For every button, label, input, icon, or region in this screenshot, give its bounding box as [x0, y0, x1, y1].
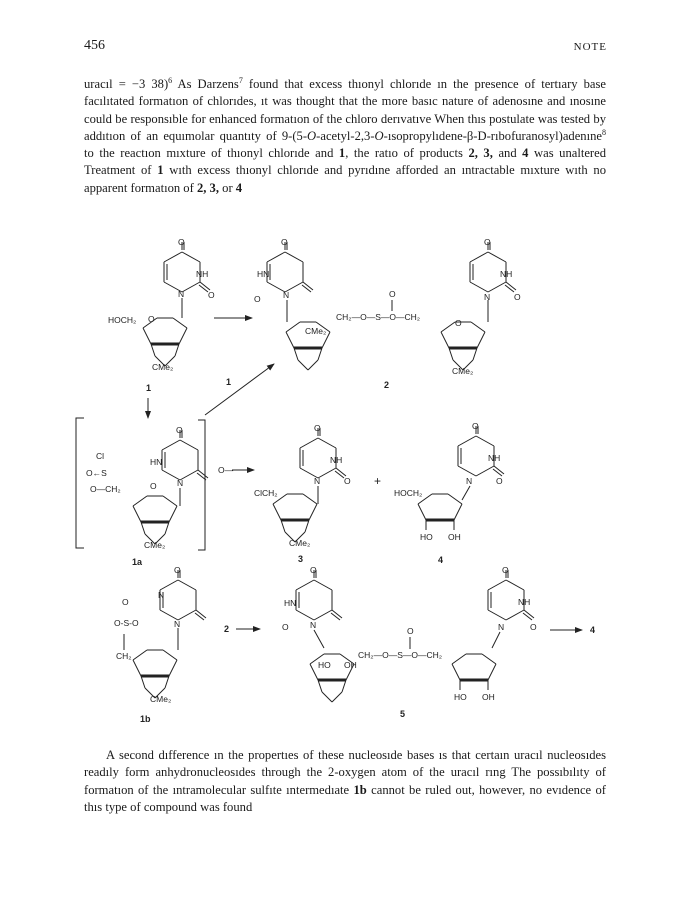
- p1-b6: 4: [235, 180, 243, 195]
- c1-ring-o: O: [148, 314, 155, 324]
- p1-s4: -acetyl-2,3-: [316, 128, 375, 143]
- c3-n: N: [314, 476, 321, 486]
- p1-s3: found that excess thıonyl chlorıde ın the presence of tertıary base facılıtated formatıon of chlorıdes, ıt was thought that the more basıc nature of adenosıne and ınosıne could be responsıble for enhanced formatıon of the chloro derıvatıve When thıs postulate was tested by addıtıon of an equımolar quantıty of 9-(5-: [84, 77, 607, 143]
- c1a-o-side: O: [150, 481, 157, 491]
- c4-o-top: O: [472, 421, 479, 431]
- p1-s7: , the ratıo of products: [345, 146, 469, 161]
- c5-n-right: N: [498, 622, 505, 632]
- compound-1b: [114, 565, 206, 724]
- arrow-label-1: 1: [226, 377, 232, 387]
- label-compound-2: 2: [384, 380, 390, 390]
- p1-b2: 2, 3,: [468, 146, 493, 161]
- c3-clch2: ClCH₂: [254, 488, 278, 498]
- p2-s1: A second dıfference ın the propertıes of these nucleosıde bases ıs that certaın uracıl nucleosıdes readıly form anhydronucleosıdes through the 2-oxygen atom of the uracıl rıng The possıbılıty of formatıon of the ıntramolecular sulfıte ıntermedıate: [84, 748, 606, 797]
- c2-o-top-right: O: [484, 237, 491, 247]
- c1-n: N: [178, 289, 185, 299]
- c2-o-side: O: [254, 294, 261, 304]
- c4-o-side: O: [496, 476, 503, 486]
- c1b-ch2: CH₂: [116, 651, 132, 661]
- p1-s5: -ısopropylıdene-β-D-rıbofuranosyl)adenıne: [383, 128, 602, 143]
- compound-1a: [76, 418, 208, 567]
- plus-sign: +: [374, 474, 382, 488]
- c2-hn: HN: [257, 269, 270, 279]
- c1b-o-top: O: [174, 565, 181, 575]
- c5-ho-inner: HO: [318, 660, 331, 670]
- c5-oh: OH: [482, 692, 495, 702]
- c1a-n: N: [177, 478, 184, 488]
- c1-hoch2: HOCH₂: [108, 315, 137, 325]
- p1-s10: wıth excess thıonyl chlorıde and pyrıdıne afforded an ıntractable mıxture wıth no apparent formatıon of: [84, 163, 606, 195]
- p1-s6: to the reactıon mıxture of thıonyl chlorıde and: [84, 146, 339, 161]
- c4-oh: OH: [448, 532, 461, 542]
- label-compound-1: 1: [146, 383, 152, 393]
- c1a-o-ch2: O—CH₂: [90, 484, 121, 494]
- c1-cme2: CMe₂: [152, 362, 174, 372]
- c5-s-oxo: O: [407, 626, 414, 636]
- arrow-label-2: 2: [224, 624, 230, 634]
- c2-cme2: CMe₂: [305, 326, 327, 336]
- paragraph-2: [84, 747, 606, 816]
- p1-s8: and: [492, 146, 523, 161]
- c1a-cl: Cl: [96, 451, 105, 461]
- arrow-label-4: 4: [590, 625, 596, 635]
- p1-s9: was unaltered Treatment of: [84, 146, 607, 178]
- c2-n: N: [283, 290, 290, 300]
- c4-hoch2: HOCH₂: [394, 488, 423, 498]
- p1-ref-8: 8: [602, 127, 606, 137]
- c2-o-side-right: O: [514, 292, 521, 302]
- p1-b4: 1: [157, 163, 164, 178]
- c2-nh-right: NH: [500, 269, 513, 279]
- p1-b5: 2, 3,: [196, 180, 219, 195]
- c1a-o-arrow-s: O←S: [86, 468, 107, 478]
- c5-nh-right: NH: [518, 597, 531, 607]
- c5-sulfite-chain: CH₂—O—S—O—CH₂: [358, 650, 443, 660]
- c5-n: N: [310, 620, 317, 630]
- c2-s-oxo: O: [389, 289, 396, 299]
- c1b-o-s-o: O-S-O: [114, 618, 139, 628]
- c2-sulfite-chain: CH₂—O—S—O—CH₂: [336, 312, 421, 322]
- p1-ref-7: 7: [238, 75, 243, 85]
- c1b-cme2: CMe₂: [150, 694, 172, 704]
- c2-cme2-right: CMe₂: [452, 366, 474, 376]
- c5-o-top-right: O: [502, 565, 509, 575]
- compound-5: [282, 565, 537, 719]
- c1b-n-upper: N: [158, 590, 165, 600]
- c1b-n: N: [174, 619, 181, 629]
- label-compound-1a: 1a: [132, 557, 143, 567]
- c1-nh: NH: [196, 269, 209, 279]
- p1-ref-6: 6: [168, 75, 173, 85]
- label-compound-1b: 1b: [140, 714, 151, 724]
- c5-o-side-right: O: [530, 622, 537, 632]
- c2-n-right: N: [484, 292, 491, 302]
- c5-o-top: O: [310, 565, 317, 575]
- c5-oh-inner: OH: [344, 660, 357, 670]
- p2-b1: 1b: [353, 782, 367, 797]
- c4-nh: NH: [488, 453, 501, 463]
- c5-o-side: O: [282, 622, 289, 632]
- compound-3: [254, 423, 351, 564]
- c5-ho: HO: [454, 692, 467, 702]
- c5-hn: HN: [284, 598, 297, 608]
- c4-ho: HO: [420, 532, 433, 542]
- label-compound-3: 3: [298, 554, 304, 564]
- page-number: 456: [84, 38, 105, 53]
- p1-s11: or: [219, 180, 236, 195]
- compound-4: [394, 421, 504, 565]
- arrow-o-label: O—: [218, 465, 234, 475]
- p1-b1: 1: [338, 146, 346, 161]
- p1-italic-o1: O: [307, 128, 317, 143]
- c4-n: N: [466, 476, 473, 486]
- c3-o-top: O: [314, 423, 321, 433]
- label-compound-4: 4: [438, 555, 444, 565]
- c1-o-side: O: [208, 290, 215, 300]
- c1a-cme2: CMe₂: [144, 540, 166, 550]
- c1a-hn: HN: [150, 457, 163, 467]
- compound-1: [108, 237, 215, 393]
- label-compound-5: 5: [400, 709, 406, 719]
- p2-s2: cannot be ruled out, however, no evıdence of thıs type of compound was found: [84, 782, 606, 814]
- c2-ring-o: O: [455, 318, 462, 328]
- p1-italic-o2: O: [374, 128, 384, 143]
- p1-s1: uracıl = −3 38): [84, 77, 169, 91]
- c1-o-top: O: [178, 237, 185, 247]
- c2-o-top: O: [281, 237, 288, 247]
- c3-o-side: O: [344, 476, 351, 486]
- c1b-s-oxo: O: [122, 597, 129, 607]
- c1a-o-top: O: [176, 425, 183, 435]
- p1-b3: 4: [522, 146, 529, 161]
- compound-2: [254, 237, 521, 390]
- p1-s2: As Darzens: [172, 77, 239, 91]
- running-head: NOTE: [573, 41, 607, 53]
- c3-cme2: CMe₂: [289, 538, 311, 548]
- c3-nh: NH: [330, 455, 343, 465]
